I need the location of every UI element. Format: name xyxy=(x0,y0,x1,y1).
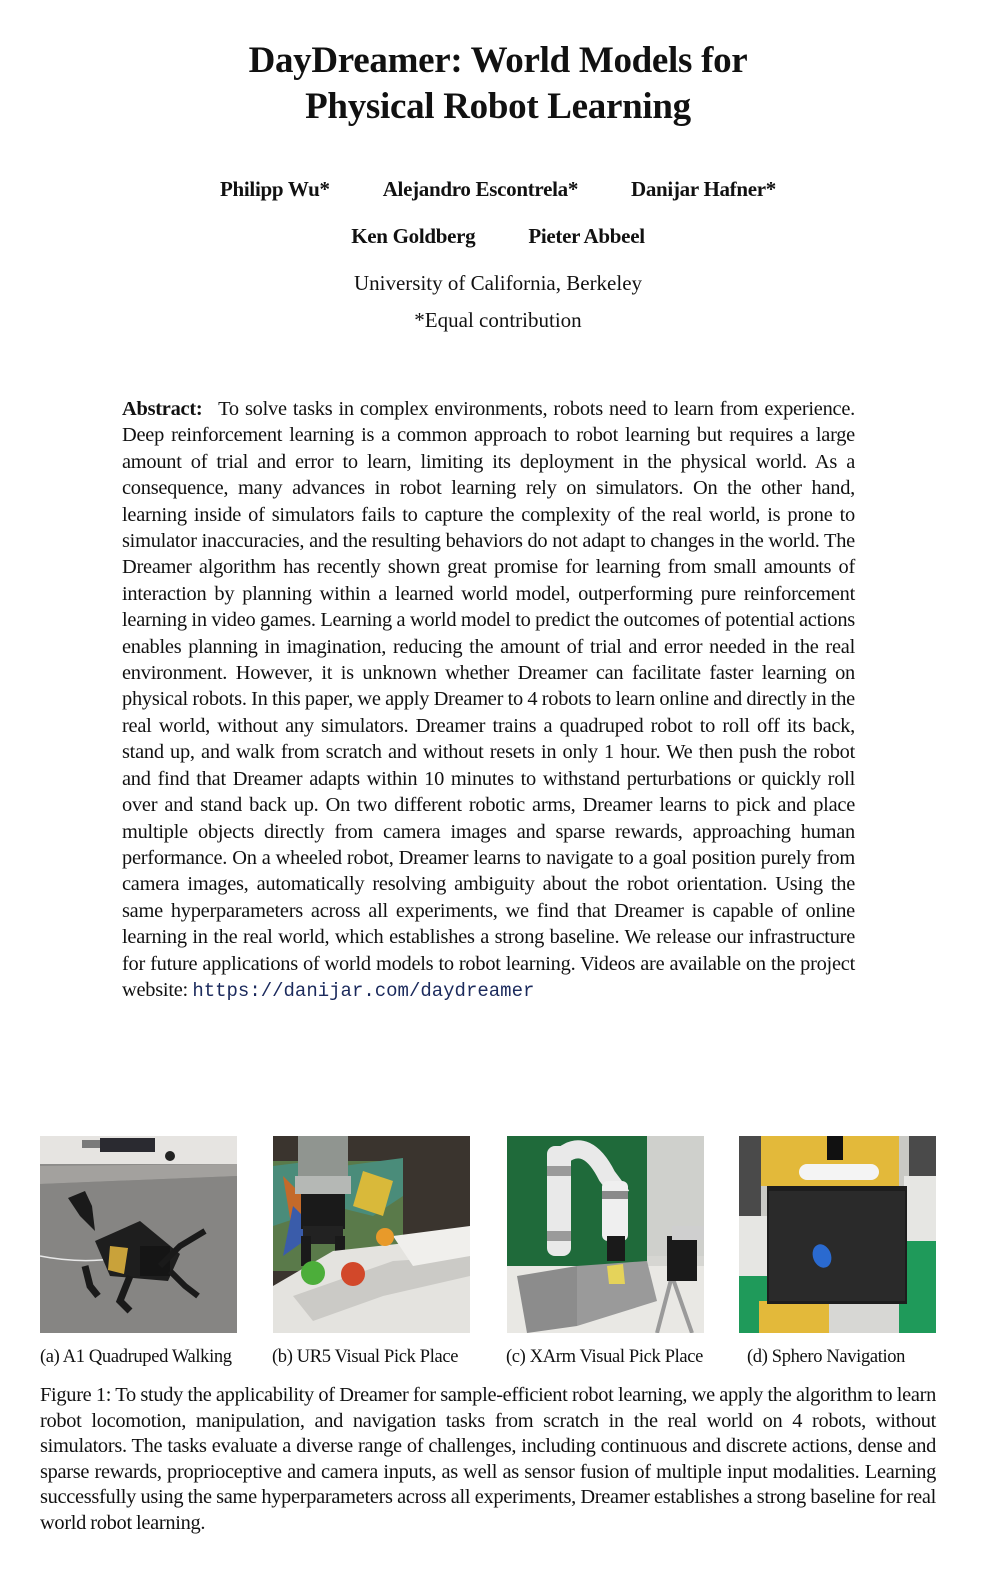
subfigure-caption-b: (b) UR5 Visual Pick Place xyxy=(272,1347,459,1367)
subfigure-caption-c: (c) XArm Visual Pick Place xyxy=(506,1347,704,1367)
equal-contribution-note: *Equal contribution xyxy=(414,308,582,332)
abstract-text: To solve tasks in complex environments, robots need to learn from experience. Deep reinforcement learning is a common approach to robot learning but requires a large amount of trial and error to learn, limiting its deployment in the physical world. As a consequence, many advances in robot learning rely on simulators. On the other hand, learning inside of simulators fails to capture the complexity of the real world, is prone to simulator inaccuracies, and the resulting behaviors do not adapt to changes in the world. The Dreamer algorithm has recently shown great promise for learning from small amounts of interaction by planning within a learned world model, outperforming pure reinforcement learning in video games. Learning a world model to predict the outcomes of potential actions enables planning in imagination, reducing the amount of trial and error needed in the real environment. However, it is unknown whether Dreamer can facilitate faster learning on physical robots. In this paper, we apply Dreamer to 4 robots to learn online and directly in the real world, without any simulators. Dreamer trains a quadruped robot to roll off its back, stand up, and walk from scratch and without resets in only 1 hour. We then push the robot and find that Dreamer adapts within 10 minutes to withstand perturbations or quickly roll over and stand back up. On two different robotic arms, Dreamer learns to pick and place multiple objects directly from camera images and sparse rewards, approaching human performance. On a wheeled robot, Dreamer learns to navigate to a goal position purely from camera images, automatically resolving ambiguity about the robot orientation. Using the same hyperparameters across all experiments, we find that Dreamer is capable of online learning in the real world, which establishes a strong baseline. We release our infrastructure for future applications of world models to robot learning. Videos are available on the project website: xyxy=(122,398,855,1001)
ur5-robot-arm-photo xyxy=(273,1136,470,1333)
figure-image-sphero xyxy=(739,1136,936,1333)
project-website-link[interactable]: https://danijar.com/daydreamer xyxy=(192,979,535,1002)
figure-image-xarm xyxy=(507,1136,704,1333)
affiliation: University of California, Berkeley xyxy=(353,271,643,295)
subfigure-caption-d: (d) Sphero Navigation xyxy=(747,1347,906,1367)
paper-title xyxy=(0,38,996,130)
author-name: Pieter Abbeel xyxy=(528,224,645,248)
authors-row-2 xyxy=(0,223,996,249)
author-name: Philipp Wu* xyxy=(219,177,330,201)
author-name: Alejandro Escontrela* xyxy=(382,177,579,201)
quadruped-robot-photo xyxy=(40,1136,237,1333)
figure-image-ur5 xyxy=(273,1136,470,1333)
title-line-2: Physical Robot Learning xyxy=(305,86,691,127)
xarm-robot-photo xyxy=(507,1136,704,1333)
abstract xyxy=(122,396,855,1004)
authors-row-1 xyxy=(0,176,996,202)
title-line-1: DayDreamer: World Models for xyxy=(248,40,748,81)
figure-caption: Figure 1: To study the applicability of Dreamer for sample-efficient robot learning, we apply the algorithm to learn robot locomotion, manipulation, and navigation tasks from scratch in the real world on 4 robots, without simulators. The tasks evaluate a diverse range of challenges, including continuous and discrete actions, dense and sparse rewards, proprioceptive and camera inputs, as well as sensor fusion of multiple input modalities. Learning successfully using the same hyperparameters across all experiments, Dreamer establishes a strong baseline for real world robot learning. xyxy=(40,1384,936,1534)
sphero-arena-photo xyxy=(739,1136,936,1333)
subfigure-caption-a: (a) A1 Quadruped Walking xyxy=(40,1347,232,1367)
author-name: Danijar Hafner* xyxy=(630,177,776,201)
abstract-label: Abstract: xyxy=(122,398,203,420)
figure-image-a1-quadruped xyxy=(40,1136,237,1333)
author-name: Ken Goldberg xyxy=(351,224,476,248)
